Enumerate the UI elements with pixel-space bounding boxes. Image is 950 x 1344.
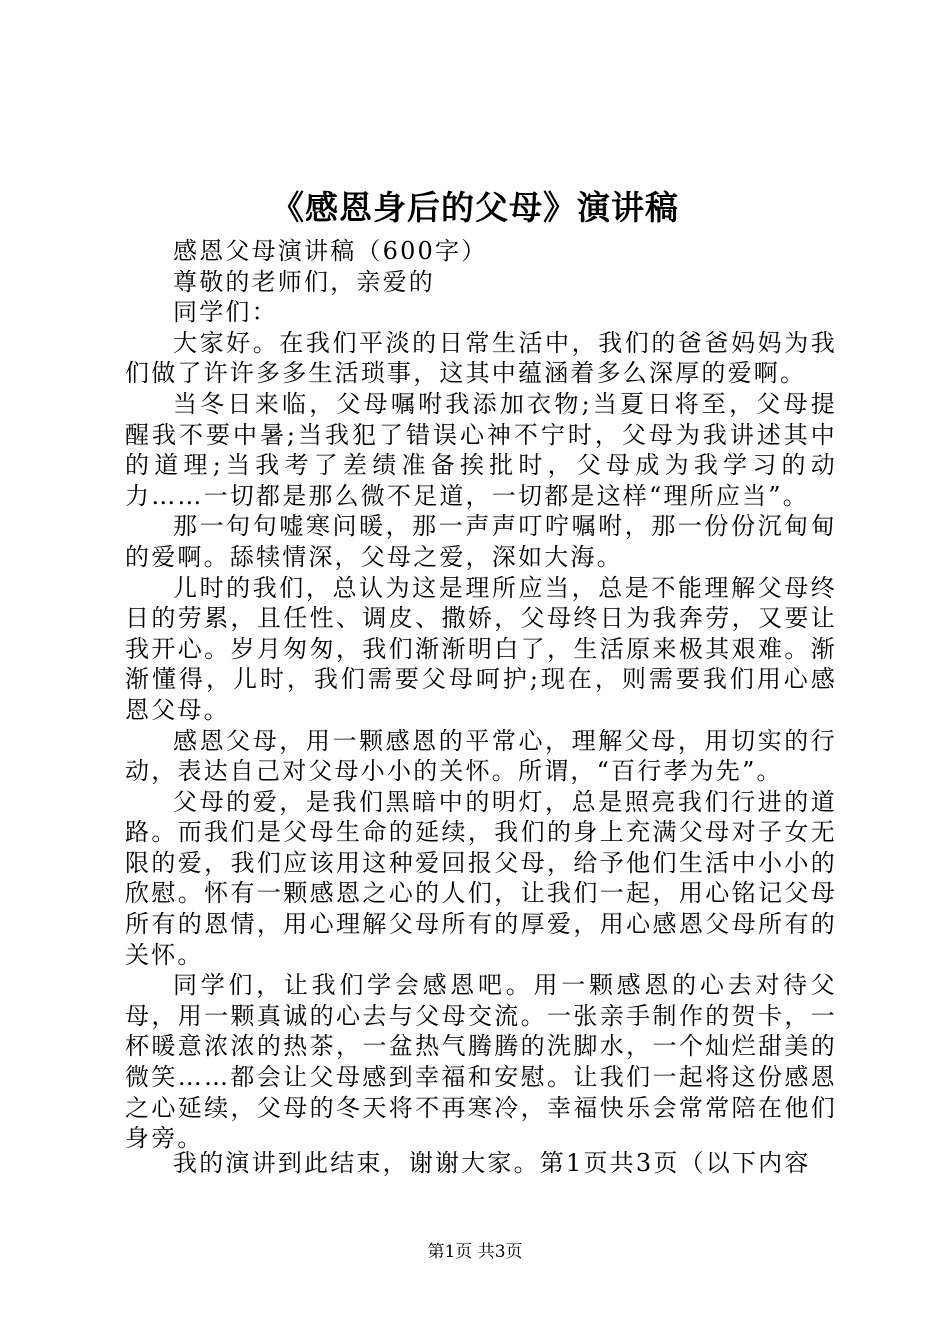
paragraph-salutation-cont: 同学们： [173, 298, 278, 327]
paragraph-subtitle: 感恩父母演讲稿（600字） [173, 237, 488, 265]
paragraph: 当冬日来临，父母嘱咐我添加衣物;当夏日将至，父母提醒我不要中暑;当我犯了错误心神不宁时，父母为我讲述其中的道理;当我考了差绩准备挨批时，父母成为我学习的动力……一切都是那么微不足道，一切都是这样“理所应当”。 [125, 389, 837, 510]
paragraph: 那一句句嘘寒问暖，那一声声叮咛嘱咐，那一份份沉甸甸的爱啊。舔犊情深，父母之爱，深如大海。 [125, 512, 837, 571]
document-body [125, 236, 837, 1154]
paragraph: 父母的爱，是我们黑暗中的明灯，总是照亮我们行进的道路。而我们是父母生命的延续，我们的身上充满父母对子女无限的爱，我们应该用这种爱回报父母，给予他们生活中小小的欣慰。怀有一颗感恩之心的人们，让我们一起，用心铭记父母所有的恩情，用心理解父母所有的厚爱，用心感恩父母所有的关怀。 [125, 787, 837, 969]
paragraph: 同学们，让我们学会感恩吧。用一颗感恩的心去对待父母，用一颗真诚的心去与父母交流。一张亲手制作的贺卡，一杯暖意浓浓的热茶，一盆热气腾腾的洗脚水，一个灿烂甜美的微笑……都会让父母感到幸福和安慰。让我们一起将这份感恩之心延续，父母的冬天将不再寒冷，幸福快乐会常常陪在他们身旁。 [125, 971, 837, 1153]
paragraph: 感恩父母，用一颗感恩的平常心，理解父母，用切实的行动，表达自己对父母小小的关怀。所谓，“百行孝为先”。 [125, 726, 837, 786]
closing-line: 我的演讲到此结束，谢谢大家。第1页共3页（以下内容 [173, 1149, 811, 1177]
page-footer: 第1页 共3页 [427, 1242, 523, 1262]
paragraph: 儿时的我们，总认为这是理所应当，总是不能理解父母终日的劳累，且任性、调皮、撒娇，父母终日为我奔劳，又要让我开心。岁月匆匆，我们渐渐明白了，生活原来极其艰难。渐渐懂得，儿时，我们需要父母呵护;现在，则需要我们用心感恩父母。 [125, 573, 837, 724]
paragraph-salutation: 尊敬的老师们，亲爱的 [173, 267, 435, 296]
document-title: 《感恩身后的父母》演讲稿 [271, 188, 679, 227]
paragraph: 大家好。在我们平淡的日常生活中，我们的爸爸妈妈为我们做了许许多多生活琐事，这其中蕴涵着多么深厚的爱啊。 [125, 328, 837, 388]
